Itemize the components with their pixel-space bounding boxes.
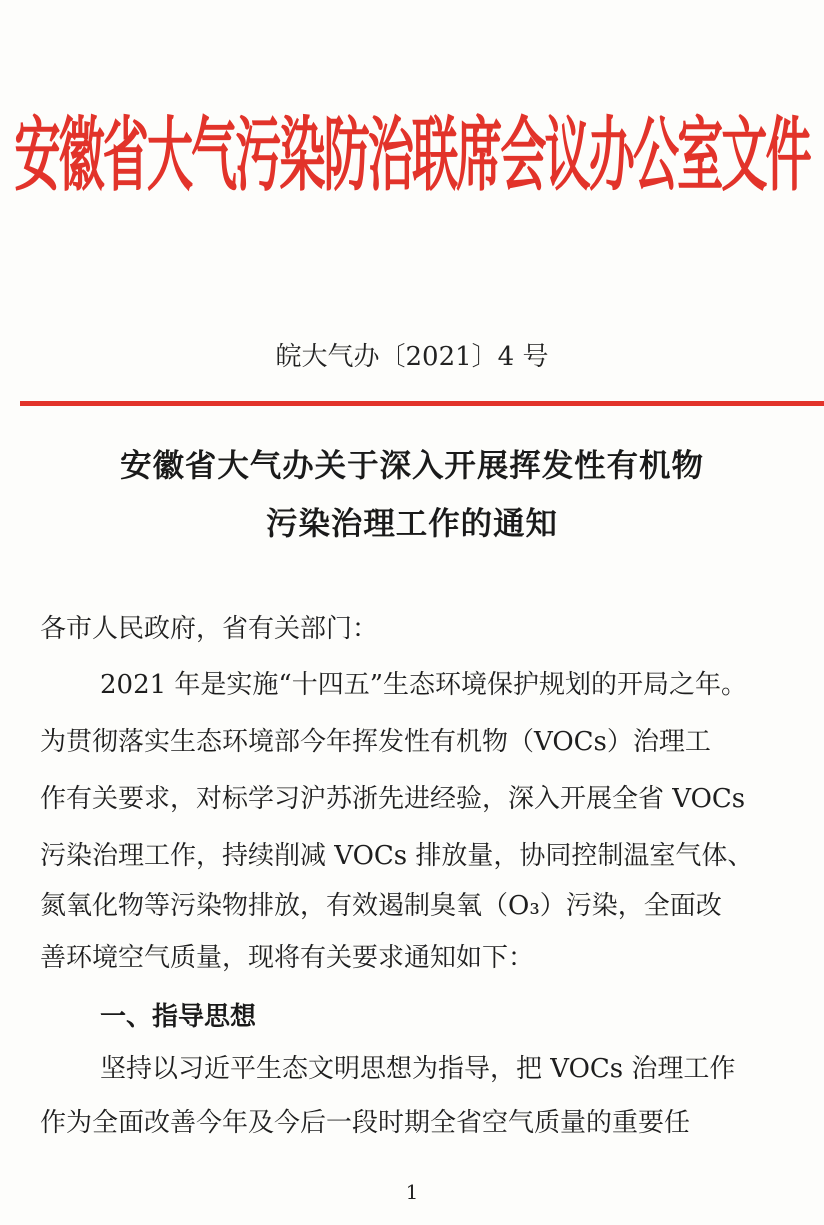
notice-title-line-1: 安徽省大气办关于深入开展挥发性有机物 (120, 448, 704, 484)
section-heading: 一、指导思想 (100, 1002, 257, 1032)
paragraph-line: 为贯彻落实生态环境部今年挥发性有机物（VOCs）治理工 (40, 727, 711, 757)
red-separator-line (20, 401, 824, 406)
paragraph-line: 善环境空气质量，现将有关要求通知如下： (40, 943, 535, 973)
issuing-authority-header: 安徽省大气污染防治联席会议办公室文件 (14, 107, 810, 203)
salutation: 各市人民政府，省有关部门： (40, 614, 379, 644)
paragraph-line: 氮氧化物等污染物排放，有效遏制臭氧（O₃）污染，全面改 (40, 891, 722, 921)
page-number: 1 (405, 1180, 419, 1204)
paragraph-line: 作为全面改善今年及今后一段时期全省空气质量的重要任 (40, 1108, 691, 1138)
paragraph-line: 污染治理工作，持续削减 VOCs 排放量，协同控制温室气体、 (40, 841, 754, 871)
document-number: 皖大气办〔2021〕4 号 (275, 342, 549, 372)
paragraph-line: 坚持以习近平生态文明思想为指导，把 VOCs 治理工作 (100, 1054, 736, 1084)
notice-title-line-2: 污染治理工作的通知 (266, 506, 558, 542)
paragraph-line: 作有关要求，对标学习沪苏浙先进经验，深入开展全省 VOCs (40, 784, 746, 814)
paragraph-line: 2021 年是实施“十四五”生态环境保护规划的开局之年。 (100, 670, 748, 700)
